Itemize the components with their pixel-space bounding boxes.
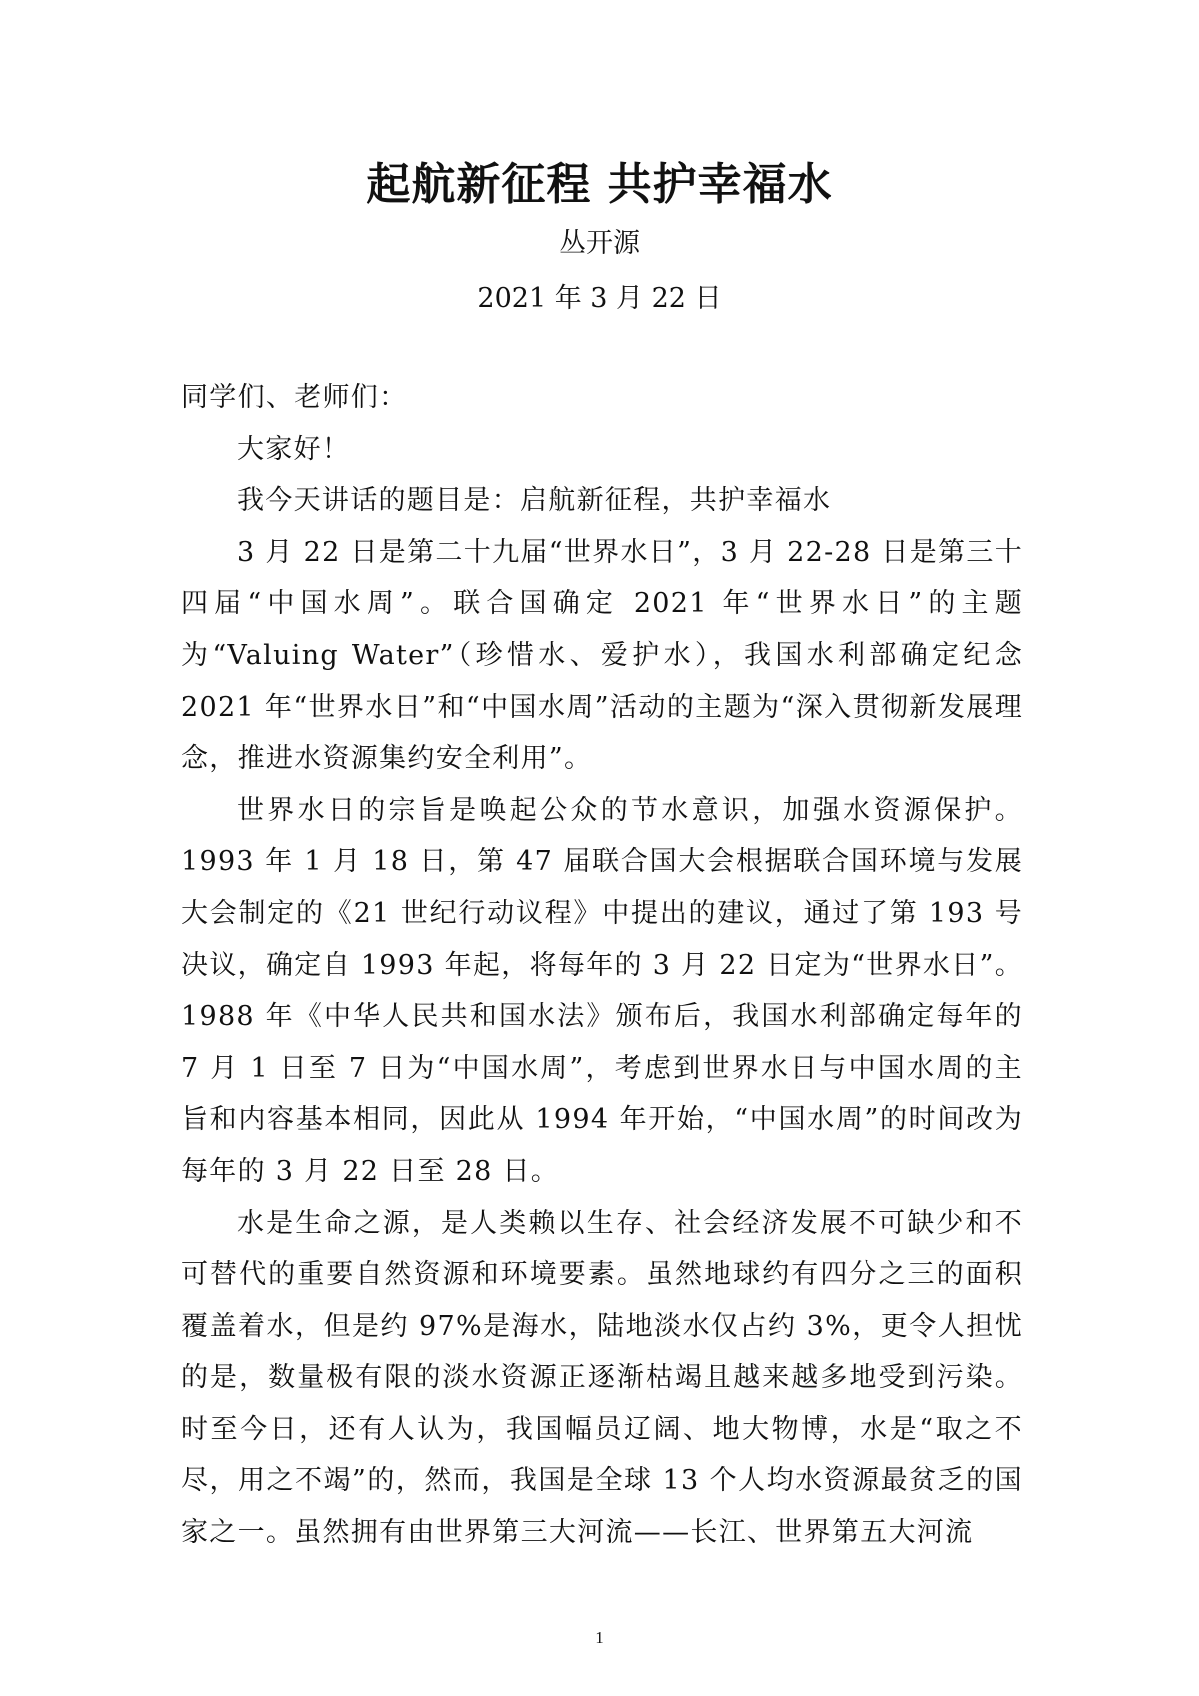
salutation: 同学们、老师们： <box>181 382 408 413</box>
document-date: 2021 年 3 月 22 日 <box>477 283 722 314</box>
paragraph-topic: 我今天讲话的题目是：启航新征程，共护幸福水 <box>237 485 832 517</box>
document-title: 起航新征程 共护幸福水 <box>366 159 833 210</box>
author-name: 丛开源 <box>559 228 640 259</box>
paragraph-water-day-history: 世界水日的宗旨是唤起公众的节水意识，加强水资源保护。1993 年 1 月 18 日，第 47 届联合国大会根据联合国环境与发展大会制定的《21 世纪行动议程》中提出的建议，通过了第 193 号决议，确定自 1993 年起，将每年的 3 月 22 日定为“世界水日”。1988 年《中华人民共和国水法》颁布后，我国水利部确定每年的 7 月 1 日至 7 日为“中国水周”，考虑到世界水日与中国水周的主旨和内容基本相同，因此从 1994 年开始，“中国水周”的时间改为每年的 3 月 22 日至 28 日。 <box>181 794 1023 1187</box>
paragraph-water-resources: 水是生命之源，是人类赖以生存、社会经济发展不可缺少和不可替代的重要自然资源和环境要素。虽然地球约有四分之三的面积覆盖着水，但是约 97%是海水，陆地淡水仅占约 3%，更令人担忧的是，数量极有限的淡水资源正逐渐枯竭且越来越多地受到污染。时至今日，还有人认为，我国幅员辽阔、地大物博，水是“取之不尽，用之不竭”的，然而，我国是全球 13 个人均水资源最贫乏的国家之一。虽然拥有由世界第三大河流——长江、世界第五大河流 <box>181 1207 1023 1549</box>
paragraph-greeting: 大家好！ <box>237 433 351 465</box>
document-body <box>181 372 1023 1559</box>
paragraph-water-day-theme: 3 月 22 日是第二十九届“世界水日”，3 月 22-28 日是第三十四届“中国水周”。联合国确定 2021 年“世界水日”的主题为“Valuing Water”（珍惜水、爱护水），我国水利部确定纪念 2021 年“世界水日”和“中国水周”活动的主题为“深入贯彻新发展理念，推进水资源集约安全利用”。 <box>181 536 1023 775</box>
page-number: 1 <box>595 1628 604 1647</box>
